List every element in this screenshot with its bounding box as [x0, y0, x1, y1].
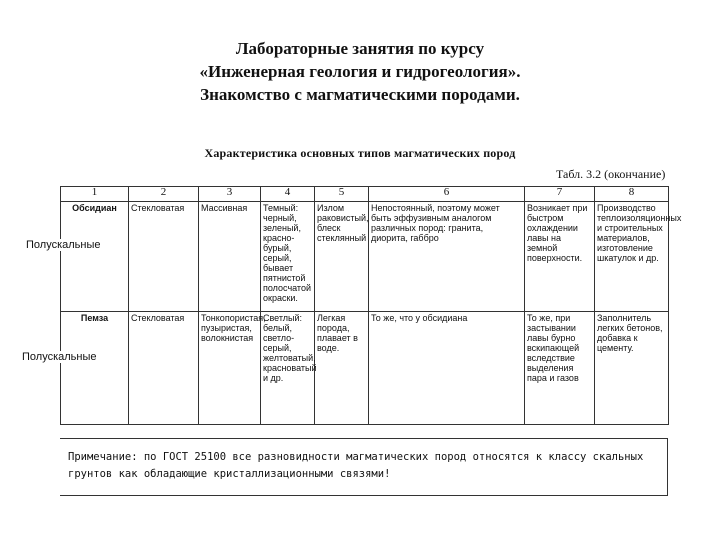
column-header: 5	[315, 187, 369, 202]
table-reference: Табл. 3.2 (окончание)	[556, 167, 666, 181]
table-cell: Стекловатая	[129, 312, 199, 425]
table-caption: Характеристика основных типов магматических пород	[204, 146, 516, 160]
table-cell: То же, что у обсидиана	[369, 312, 525, 425]
table-cell: То же, при застывании лавы бурно вскипающей вследствие выделения пара и газов	[525, 312, 595, 425]
rock-types-table	[60, 186, 682, 425]
table-cell: Тонкопористая, пузыристая, волокнистая	[199, 312, 261, 425]
table-cell: Массивная	[199, 202, 261, 312]
side-label-pumice: Полускальные	[22, 351, 97, 363]
column-header: 6	[369, 187, 525, 202]
table-cell: Непостоянный, поэтому может быть эффузивным аналогом различных пород: гранита, диорита, габбро	[369, 202, 525, 312]
table-cell: Излом раковистый, блеск стеклянный	[315, 202, 369, 312]
table-cell: Возникает при быстром охлаждении лавы на земной поверхности.	[525, 202, 595, 312]
rock-name-cell: Обсидиан	[61, 202, 129, 312]
column-header: 4	[261, 187, 315, 202]
column-header: 2	[129, 187, 199, 202]
note-box: Примечание: по ГОСТ 25100 все разновидности магматических пород относятся к классу скальных грунтов как обладающие кристаллизационными связями!	[60, 438, 668, 496]
column-header: 1	[61, 187, 129, 202]
side-label-obsidian: Полускальные	[26, 239, 101, 251]
table-row	[61, 202, 669, 312]
title-line-1: Лабораторные занятия по курсу	[235, 39, 485, 58]
table-cell: Легкая порода, плавает в воде.	[315, 312, 369, 425]
table-cell: Производство теплоизоляционных и строительных материалов, изготовление шкатулок и др.	[595, 202, 669, 312]
table-cell: Заполнитель легких бетонов, добавка к цементу.	[595, 312, 669, 425]
rock-name-cell: Пемза	[61, 312, 129, 425]
column-header: 3	[199, 187, 261, 202]
column-header: 8	[595, 187, 669, 202]
table-cell: Темный: черный, зеленый, красно-бурый, серый, бывает пятнистой полосчатой окраски.	[261, 202, 315, 312]
table-row	[61, 312, 669, 425]
column-header: 7	[525, 187, 595, 202]
table-cell: Стекловатая	[129, 202, 199, 312]
table-cell: Светлый: белый, светло-серый, желтоватый, красноватый и др.	[261, 312, 315, 425]
table-header-row	[61, 187, 669, 202]
title-line-2: «Инженерная геология и гидрогеология».	[199, 62, 521, 81]
title-line-3: Знакомство с магматическими породами.	[200, 85, 520, 104]
